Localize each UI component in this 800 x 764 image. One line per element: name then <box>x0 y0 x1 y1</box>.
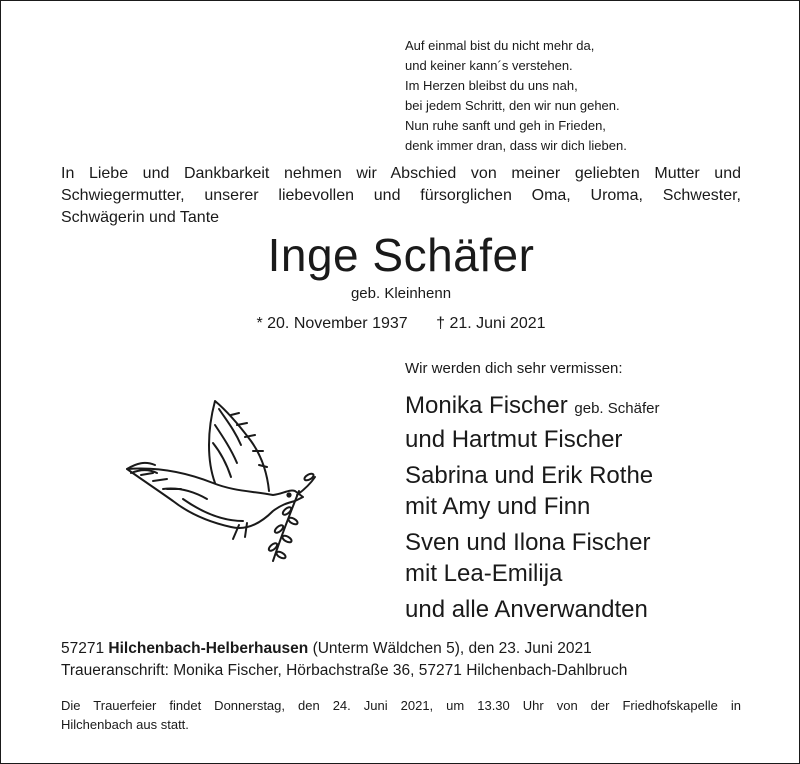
poem-line: Nun ruhe sanft und geh in Frieden, <box>405 118 606 133</box>
place-town: Hilchenbach-Helberhausen <box>108 640 309 657</box>
birth-date: * 20. November 1937 <box>256 315 408 332</box>
intro-line: In Liebe und Dankbarkeit nehmen wir Abschied von meiner geliebten Mutter und <box>61 165 741 182</box>
family-member: mit Lea-Emilija <box>405 560 563 587</box>
family-list <box>405 358 659 625</box>
family-member: Sven und Ilona Fischer <box>405 529 651 556</box>
mourning-address: Traueranschrift: Monika Fischer, Hörbachstraße 36, 57271 Hilchenbach-Dahlbruch <box>61 662 628 679</box>
deceased-name: Inge Schäfer <box>267 229 535 281</box>
place-zip: 57271 <box>61 640 105 657</box>
family-member-birth-name: geb. Schäfer <box>574 400 660 417</box>
intro-line: Schwiegermutter, unserer liebevollen und fürsorglichen Oma, Uroma, Schwester, <box>61 187 741 204</box>
intro-text <box>61 163 741 229</box>
poem-line: Im Herzen bleibst du uns nah, <box>405 78 578 93</box>
family-intro: Wir werden dich sehr vermissen: <box>405 360 623 377</box>
place-detail: (Unterm Wäldchen 5), den 23. Juni 2021 <box>312 640 592 657</box>
notice-line: Hilchenbach aus statt. <box>61 717 189 732</box>
life-dates <box>1 313 800 335</box>
dove-with-olive-branch-icon <box>123 391 323 571</box>
family-member: Sabrina und Erik Rothe <box>405 462 654 489</box>
family-member: mit Amy und Finn <box>405 493 591 520</box>
poem-line: denk immer dran, dass wir dich lieben. <box>405 138 627 153</box>
family-member <box>405 390 659 424</box>
place-and-date <box>61 638 592 660</box>
poem-line: und keiner kann´s verstehen. <box>405 58 573 73</box>
family-member-name: Monika Fischer <box>405 392 568 419</box>
intro-line: Schwägerin und Tante <box>61 209 220 226</box>
funeral-notice <box>61 696 741 734</box>
birth-name: geb. Kleinhenn <box>350 285 452 302</box>
notice-line: Die Trauerfeier findet Donnerstag, den 24. Juni 2021, um 13.30 Uhr von der Friedhofskapelle in <box>61 698 741 713</box>
family-member: und alle Anverwandten <box>405 596 648 623</box>
family-member: und Hartmut Fischer <box>405 426 623 453</box>
poem <box>405 36 627 156</box>
poem-line: bei jedem Schritt, den wir nun gehen. <box>405 98 620 113</box>
death-date: † 21. Juni 2021 <box>436 315 546 332</box>
poem-line: Auf einmal bist du nicht mehr da, <box>405 38 595 53</box>
